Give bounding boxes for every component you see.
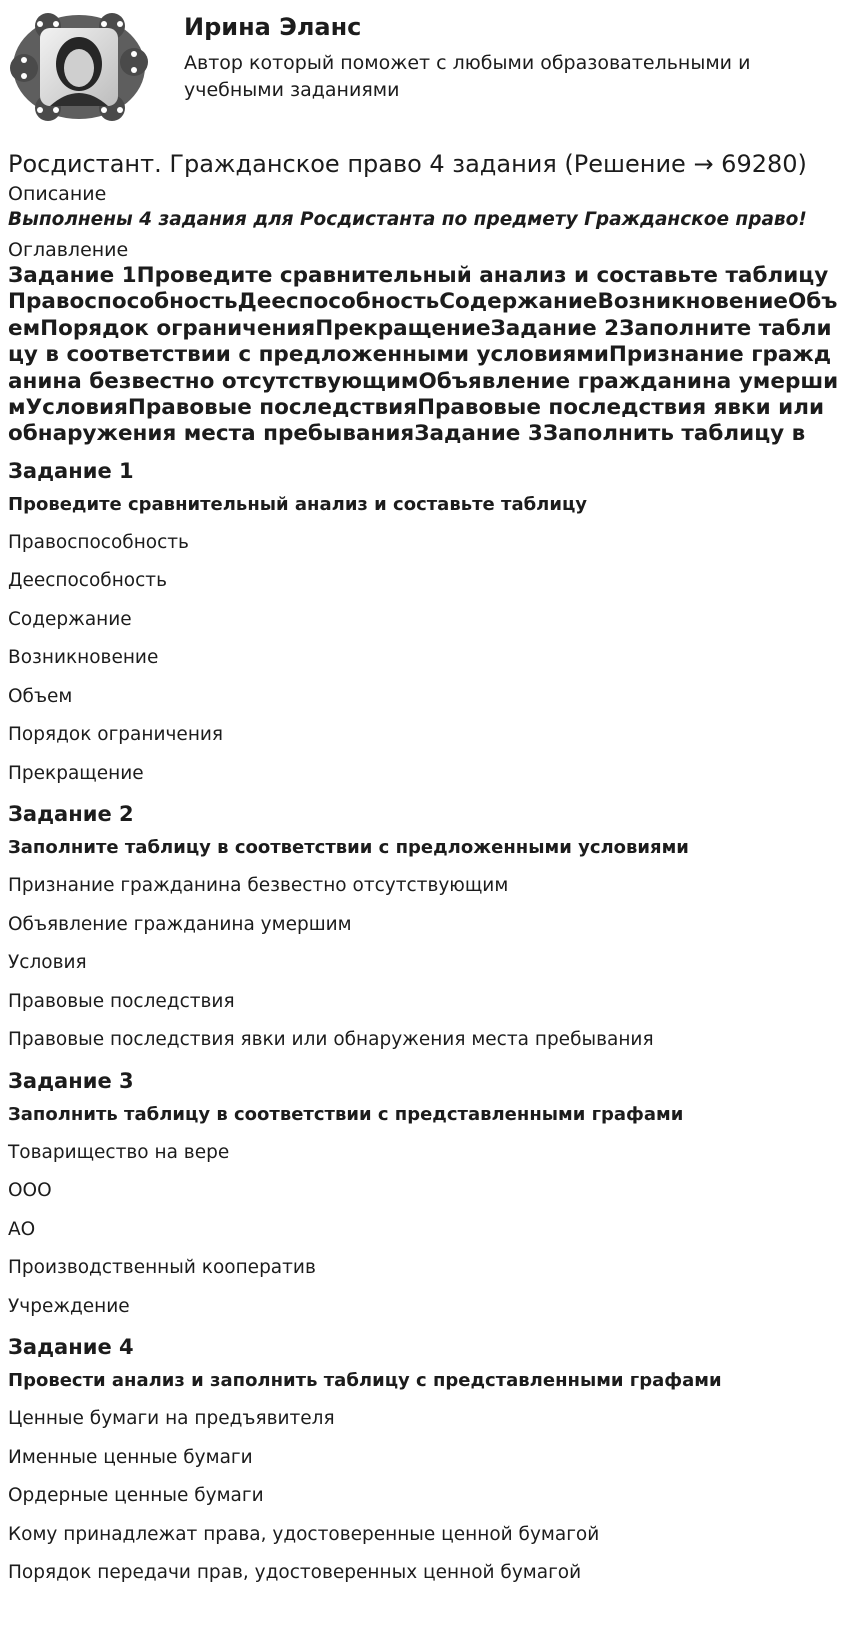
task-1 — [8, 456, 843, 800]
author-description: Автор который поможет с любыми образовательными и учебными заданиями — [184, 52, 751, 101]
list-item: АО — [8, 1218, 36, 1240]
list-item: Товарищество на вере — [8, 1141, 230, 1163]
toc-label: Оглавление — [8, 239, 129, 261]
list-item: Производственный кооператив — [8, 1257, 316, 1279]
task-heading: Задание 3 — [8, 1068, 134, 1093]
task-heading: Задание 4 — [8, 1335, 134, 1360]
author-block — [0, 0, 847, 130]
list-item: Учреждение — [8, 1295, 130, 1317]
avatar[interactable] — [8, 8, 150, 126]
list-item: Именные ценные бумаги — [8, 1446, 253, 1468]
list-item: Ценные бумаги на предъявителя — [8, 1408, 335, 1430]
list-item: Ордерные ценные бумаги — [8, 1485, 264, 1507]
list-item: Правовые последствия — [8, 990, 235, 1012]
page-title: Росдистант. Гражданское право 4 задания (Решение → 69280) — [8, 150, 807, 178]
task-subheading: Проведите сравнительный анализ и составьте таблицу — [8, 493, 588, 515]
list-item: Содержание — [8, 608, 132, 630]
task-subheading: Заполните таблицу в соответствии с предложенными условиями — [8, 837, 689, 859]
list-item: Объем — [8, 685, 73, 707]
list-item: Признание гражданина безвестно отсутствующим — [8, 875, 509, 897]
task-3 — [8, 1066, 843, 1333]
description-label: Описание — [8, 183, 107, 205]
avatar-image — [8, 8, 150, 126]
toc-text: Задание 1Проведите сравнительный анализ и составьте таблицуПравоспособностьДееспособностьСодержаниеВозникновениеОбъемПорядок ограниченияПрекращениеЗадание 2Заполните таблицу в соответствии с предложенными условиямиПризнание гражданина безвестно отсутствующимОбъявление гражданина умершимУсловияПравовые последствияПравовые последствия явки или обнаружения места пребыванияЗадание 3Заполнить таблицу в — [8, 263, 839, 447]
task-heading: Задание 2 — [8, 802, 134, 827]
task-heading: Задание 1 — [8, 458, 134, 483]
list-item: Дееспособность — [8, 570, 167, 592]
description-text: Выполнены 4 задания для Росдистанта по предмету Гражданское право! — [8, 209, 807, 230]
task-2 — [8, 799, 843, 1066]
list-item: Порядок передачи прав, удостоверенных ценной бумагой — [8, 1562, 582, 1584]
list-item: ООО — [8, 1180, 52, 1202]
list-item: Возникновение — [8, 647, 159, 669]
task-4 — [8, 1332, 843, 1599]
task-subheading: Заполнить таблицу в соответствии с представленными графами — [8, 1103, 684, 1125]
list-item: Правоспособность — [8, 531, 189, 553]
main-content — [8, 148, 843, 1599]
list-item: Кому принадлежат права, удостоверенные ценной бумагой — [8, 1523, 600, 1545]
list-item: Прекращение — [8, 762, 144, 784]
list-item: Условия — [8, 952, 87, 974]
list-item: Порядок ограничения — [8, 724, 224, 746]
author-name[interactable]: Ирина Эланс — [184, 13, 362, 41]
list-item: Правовые последствия явки или обнаружения места пребывания — [8, 1029, 654, 1051]
task-subheading: Провести анализ и заполнить таблицу с представленными графами — [8, 1370, 722, 1392]
list-item: Объявление гражданина умершим — [8, 913, 352, 935]
